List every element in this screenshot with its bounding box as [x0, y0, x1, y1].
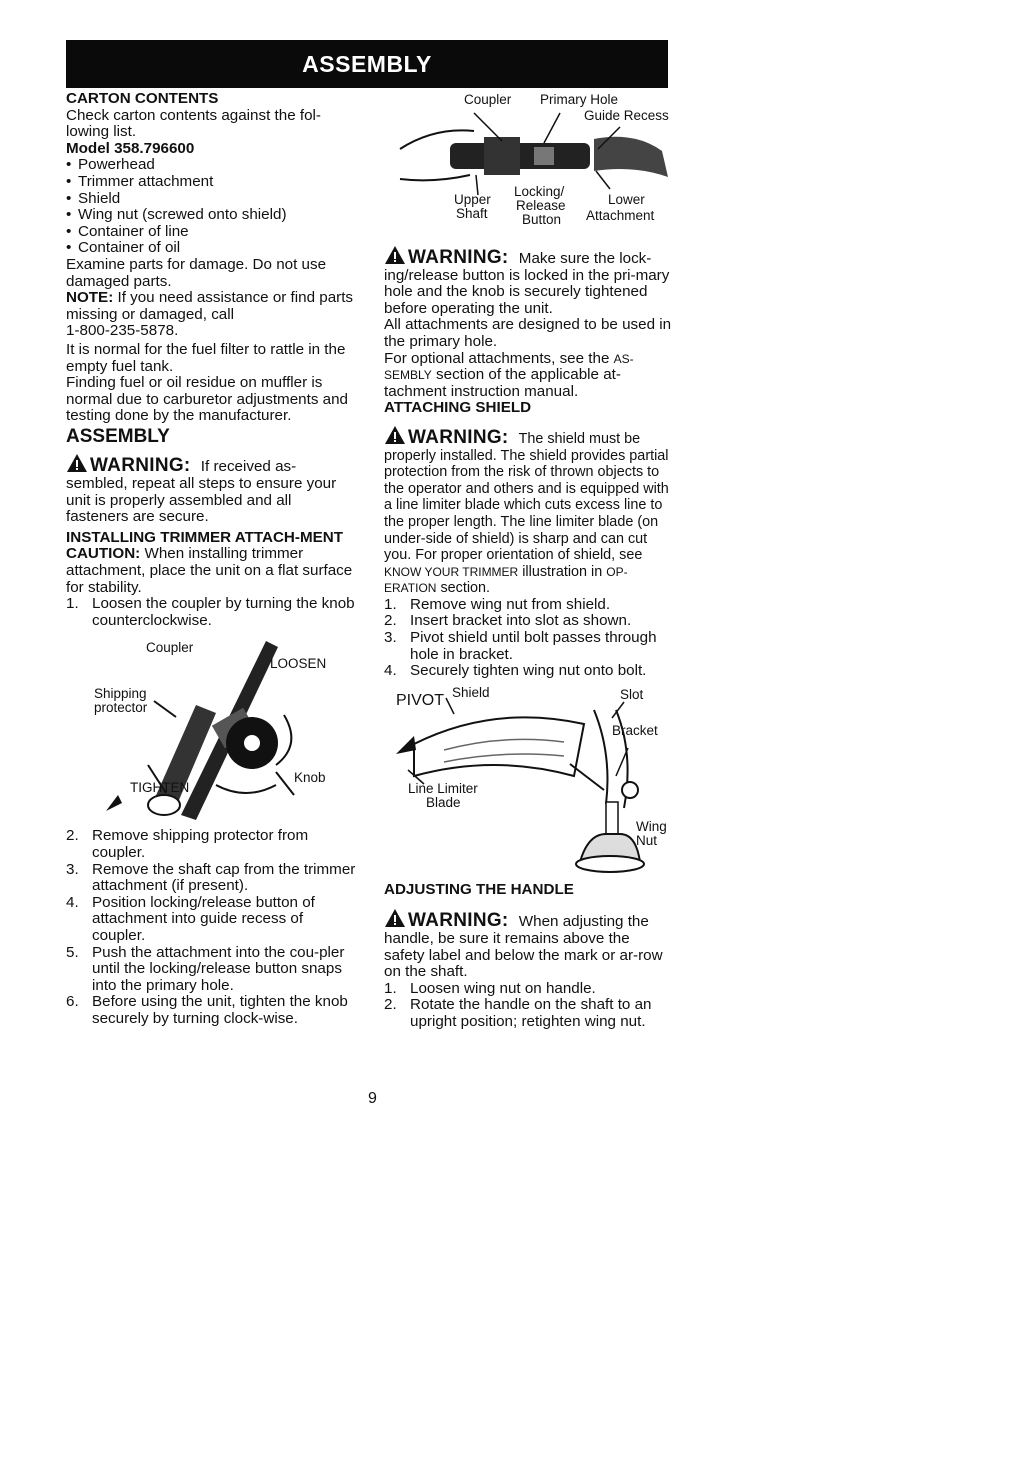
caution-paragraph	[66, 546, 358, 596]
handle-heading: ADJUSTING THE HANDLE	[384, 880, 574, 898]
caution-label: CAUTION:	[66, 545, 141, 563]
note-paragraph	[66, 290, 358, 323]
warning-label: WARNING:	[408, 247, 509, 268]
coupler-figure	[66, 635, 358, 820]
left-column	[66, 91, 358, 1028]
right-column	[384, 91, 674, 1031]
phone-number: 1-800-235-5878.	[66, 322, 179, 340]
model-number: Model 358.796600	[66, 139, 195, 157]
list-item: 3. Pivot shield until bolt passes through hole in bracket.	[384, 629, 657, 663]
warning-label: WARNING:	[408, 426, 509, 448]
optional-attachments-text: For optional attachments, see the AS-SEMBLY section of the applicable at-tachment instruction manual.	[384, 349, 634, 400]
fig2-guide-recess-label: Guide Recess	[584, 108, 669, 123]
list-item: • Shield	[66, 191, 358, 208]
list-item: 2. Insert bracket into slot as shown.	[384, 612, 632, 630]
fig2-coupler-label: Coupler	[464, 92, 512, 107]
warning-text: sembled, repeat all steps to ensure your unit is properly assembled and all fasteners are secure.	[66, 475, 337, 526]
list-item: 4. Position locking/release button of attachment into guide recess of coupler.	[66, 893, 315, 944]
shield-steps	[384, 597, 674, 680]
warning-lead: When adjusting the	[518, 913, 649, 931]
warning-icon	[384, 425, 406, 445]
residue-text: Finding fuel or oil residue on muffler is normal due to carburetor adjustments and testing done by the manufacturer.	[66, 374, 348, 425]
fig1-coupler-label: Coupler	[146, 640, 194, 656]
warning-block	[384, 908, 674, 980]
warning-text: handle, be sure it remains above the safety label and below the mark or ar-row on the shaft.	[384, 930, 663, 981]
warning-label: WARNING:	[90, 455, 191, 477]
list-item: 1. Loosen wing nut on handle.	[384, 979, 596, 997]
warning-block	[384, 425, 674, 597]
fig3-line-limiter-label: Line Limiter	[408, 780, 478, 796]
list-item: 3. Remove the shaft cap from the trimmer attachment (if present).	[66, 860, 356, 895]
shield-heading: ATTACHING SHIELD	[384, 399, 532, 417]
shield-figure	[384, 684, 674, 874]
caution-text: When installing trimmer attachment, place the unit on a flat surface for stability.	[66, 545, 353, 596]
warning-lead: Make sure the lock-	[518, 250, 652, 267]
warning-text: properly installed. The shield provides partial protection from the risk of thrown objects to the operator and others and is equipped with a line limiter blade which cuts excess line to the proper length. The line limiter blade (on under-side of shield) is sharp and can cut you. For proper orientation of shield, see KNOW YOUR TRIMMER illustration in OP-ERATION section.	[384, 447, 669, 597]
warning-lead: If received as-	[200, 458, 297, 476]
list-item: 1. Loosen the coupler by turning the knob counterclockwise.	[66, 595, 355, 629]
warning-icon	[384, 245, 406, 265]
shield-illustration	[384, 684, 674, 874]
section-banner	[66, 40, 668, 88]
warning-block	[384, 245, 674, 317]
list-item: 2. Remove shipping protector from coupler.	[66, 827, 309, 861]
fig1-loosen-label: LOOSEN	[270, 656, 327, 672]
coupler-connection-figure	[384, 91, 674, 233]
fig2-shaft-label: Shaft	[456, 206, 488, 221]
fig3-bracket-label: Bracket	[612, 722, 658, 738]
install-steps-rest	[66, 828, 358, 1027]
fig3-blade-label: Blade	[426, 794, 461, 810]
fig1-shipping-label: Shipping	[94, 686, 147, 702]
assembly-heading: ASSEMBLY	[66, 425, 170, 447]
list-item: 5. Push the attachment into the cou-pler until the locking/release button snaps into the primary hole.	[66, 943, 345, 994]
warning-icon	[66, 453, 88, 473]
list-item: • Container of oil	[66, 240, 358, 257]
fig3-slot-label: Slot	[620, 686, 644, 702]
fig2-lower-label: Lower	[608, 192, 645, 207]
list-item: 1. Remove wing nut from shield.	[384, 595, 611, 613]
list-item: • Powerhead	[66, 157, 358, 174]
list-item: • Trimmer attachment	[66, 174, 358, 191]
list-item: • Container of line	[66, 224, 358, 241]
carton-intro: Check carton contents against the fol-lowing list.	[66, 106, 321, 141]
all-attachments-text: All attachments are designed to be used in the primary hole.	[384, 316, 672, 350]
fig2-release-label: Release	[516, 198, 566, 213]
fig1-knob-label: Knob	[294, 770, 326, 786]
fig3-pivot-label: PIVOT	[396, 691, 445, 709]
install-steps-first	[66, 596, 358, 629]
contents-list	[66, 157, 358, 257]
list-item: • Wing nut (screwed onto shield)	[66, 207, 358, 224]
fig3-shield-label: Shield	[452, 684, 490, 700]
list-item: 6. Before using the unit, tighten the knob securely by turning clock-wise.	[66, 993, 348, 1027]
handle-steps	[384, 981, 674, 1031]
examine-text: Examine parts for damage. Do not use damaged parts.	[66, 255, 327, 290]
fig2-button-label: Button	[522, 212, 562, 227]
rattle-text: It is normal for the fuel filter to rattle in the empty fuel tank.	[66, 340, 346, 375]
fig1-protector-label: protector	[94, 700, 148, 716]
note-text: If you need assistance or find parts missing or damaged, call	[66, 289, 354, 323]
warning-lead: The shield must be	[518, 430, 641, 447]
fig2-attachment-label: Attachment	[586, 208, 655, 223]
fig3-wing-label: Wing	[636, 818, 667, 834]
warning-icon	[384, 908, 406, 928]
warning-label: WARNING:	[408, 910, 509, 932]
warning-block	[66, 453, 358, 525]
fig2-upper-label: Upper	[454, 192, 491, 207]
warning-text: ing/release button is locked in the pri-mary hole and the knob is securely tightened before operating the unit.	[384, 266, 670, 317]
carton-heading: CARTON CONTENTS	[66, 90, 219, 107]
note-label: NOTE:	[66, 289, 114, 307]
banner-title: ASSEMBLY	[302, 50, 432, 77]
fig3-nut-label: Nut	[636, 832, 658, 848]
page-number: 9	[368, 1090, 377, 1107]
list-item: 4. Securely tighten wing nut onto bolt.	[384, 662, 647, 680]
fig2-locking-label: Locking/	[514, 184, 565, 199]
fig1-tighten-label: TIGHTEN	[130, 780, 190, 796]
list-item: 2. Rotate the handle on the shaft to an upright position; retighten wing nut.	[384, 996, 652, 1030]
fig2-primary-hole-label: Primary Hole	[540, 92, 619, 107]
install-heading: INSTALLING TRIMMER ATTACH-MENT	[66, 528, 343, 546]
